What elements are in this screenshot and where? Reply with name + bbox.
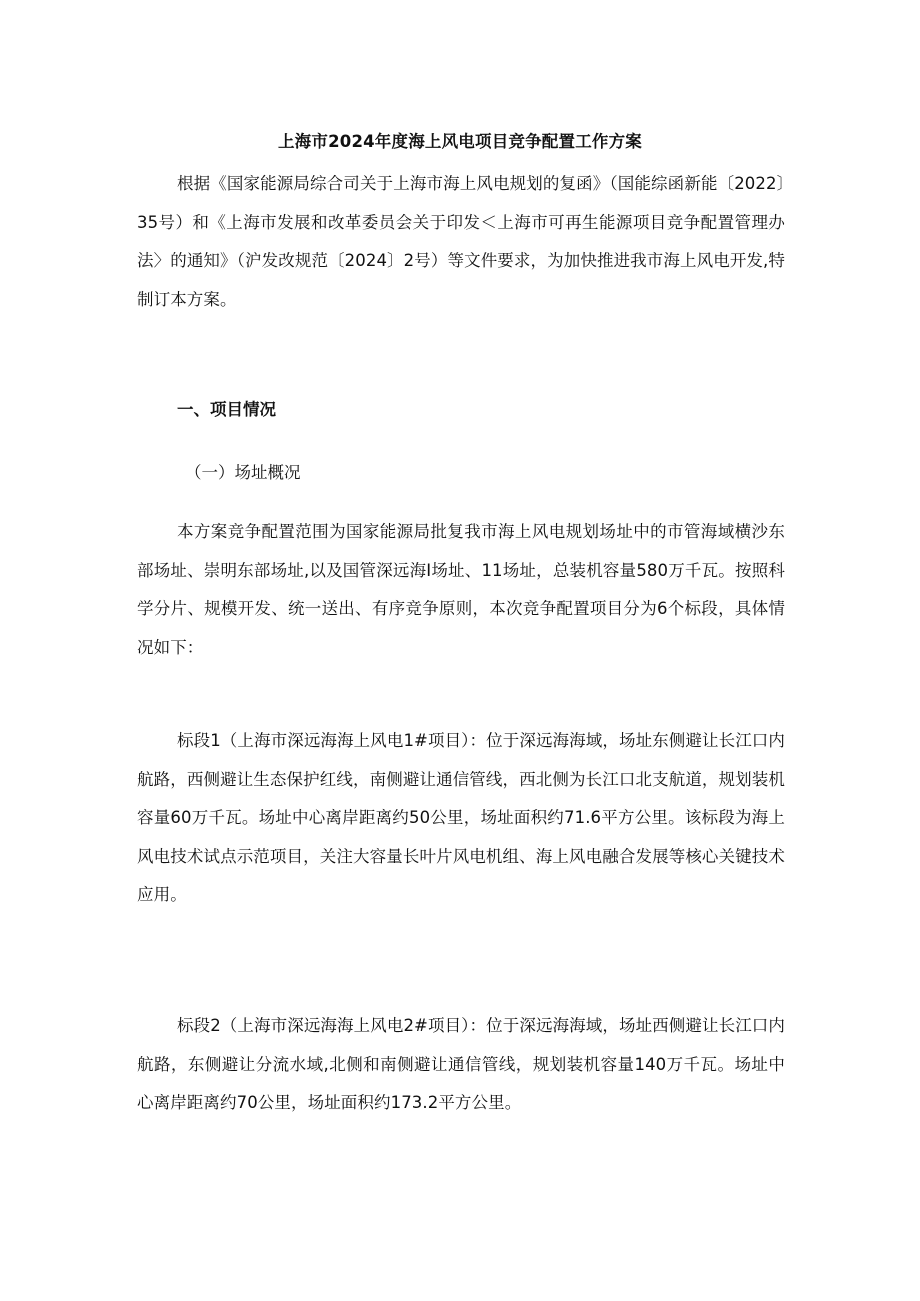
paragraph-lot-2: 标段2（上海市深远海海上风电2#项目）：位于深远海海域，场址西侧避让长江口内航路，东侧避让分流水域,北侧和南侧避让通信管线，规划装机容量140万千瓦。场址中心离岸距离约70公里，场址面积约173.2平方公里。 — [137, 1016, 785, 1112]
intro-paragraph: 根据《国家能源局综合司关于上海市海上风电规划的复函》（国能综函新能〔2022〕35号）和《上海市发展和改革委员会关于印发＜上海市可再生能源项目竞争配置管理办法〉的通知》（沪发改规范〔2024〕2号）等文件要求，为加快推进我市海上风电开发,特制订本方案。 — [137, 174, 785, 309]
section-heading-project-overview: 一、项目情况 — [177, 400, 276, 419]
subsection-heading-site-overview: （一）场址概况 — [185, 463, 301, 482]
document-title: 上海市2024年度海上风电项目竞争配置工作方案 — [277, 132, 643, 151]
paragraph-site-overview: 本方案竞争配置范围为国家能源局批复我市海上风电规划场址中的市管海域横沙东部场址、崇明东部场址,以及国管深远海Ⅰ场址、11场址，总装机容量580万千瓦。按照科学分片、规模开发、统一送出、有序竞争原则，本次竞争配置项目分为6个标段，具体情况如下： — [137, 522, 785, 657]
paragraph-lot-1: 标段1（上海市深远海海上风电1#项目）：位于深远海海域，场址东侧避让长江口内航路，西侧避让生态保护红线，南侧避让通信管线，西北侧为长江口北支航道，规划装机容量60万千瓦。场址中心离岸距离约50公里，场址面积约71.6平方公里。该标段为海上风电技术试点示范项目，关注大容量长叶片风电机组、海上风电融合发展等核心关键技术应用。 — [137, 731, 785, 904]
